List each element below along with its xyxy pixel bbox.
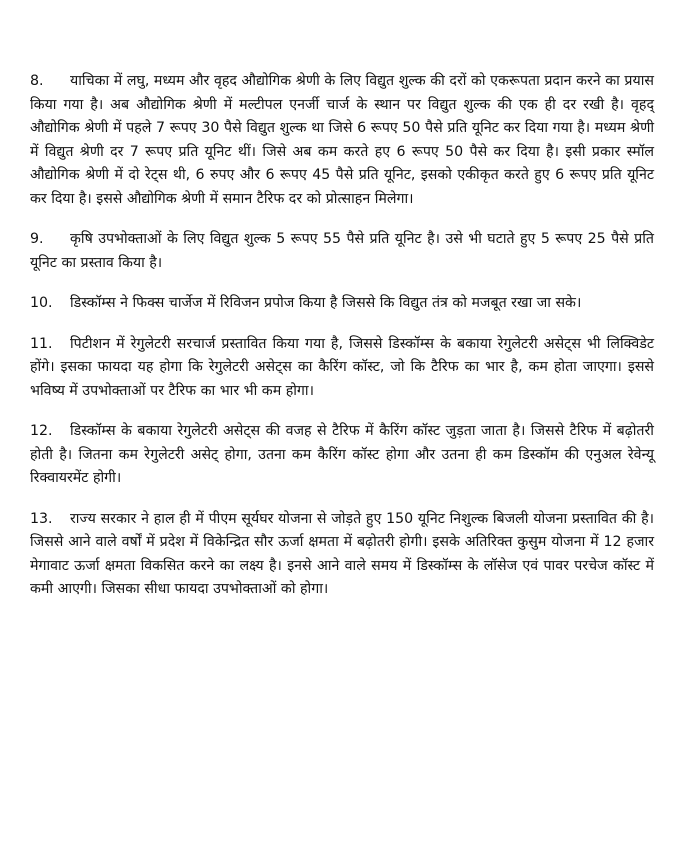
paragraph-number: 10. (30, 295, 53, 311)
paragraph-9 (30, 228, 654, 275)
paragraph-12 (30, 420, 654, 491)
paragraph-number: 12. (30, 423, 53, 439)
paragraph-text: डिस्कॉम्स ने फिक्स चार्जेज में रिविजन प्रपोज किया है जिससे कि विद्युत तंत्र को मजबूत रखा जा सके। (70, 295, 582, 311)
paragraph-number: 11. (30, 335, 53, 352)
paragraph-text: कृषि उपभोक्ताओं के लिए विद्युत शुल्क 5 रूपए 55 पैसे प्रति यूनिट है। उसे भी घटाते हुए 5 रूपए 25 पैसे प्रति यूनिट का प्रस्ताव किया है। (30, 231, 654, 271)
paragraph-text: डिस्कॉम्स के बकाया रेगुलेटरी असेट्स की वजह से टैरिफ में कैरिंग कॉस्ट जुड़ता जाता है। जिससे टैरिफ में बढ़ोतरी होती है। जितना कम रेगुलेटरी असेट् होगा, उतना कम कैरिंग कॉस्ट होगा और उतना ही कम डिस्कॉम की एनुअल रेवेन्यू रिक्वायरमेंट होगी। (30, 423, 654, 486)
paragraph-text: याचिका में लघु, मध्यम और वृहद औद्योगिक श्रेणी के लिए विद्युत शुल्क की दरों को एकरूपता प्रदान करने का प्रयास किया गया है। अब औद्योगिक श्रेणी में मल्टीपल एनर्जी चार्ज के स्थान पर विद्युत शुल्क की एक ही दर रखी है। वृहद् औद्योगिक श्रेणी में पहले 7 रूपए 30 पैसे विद्युत शुल्क था जिसे 6 रूपए 50 पैसे प्रति यूनिट कर दिया गया है। मध्यम श्रेणी में विद्युत श्रेणी दर 7 रूपए प्रति यूनिट थीं। जिसे अब कम करते हए 6 रूपए 50 पैसे कर दिया है। इसी प्रकार स्मॉल औद्योगिक श्रेणी में दो रेट्स थी, 6 रुपए और 6 रूपए 45 पैसे प्रति यूनिट, इसको एकीकृत करते हुए 6 रूपए प्रति यूनिट कर दिया है। इससे औद्योगिक श्रेणी में समान टैरिफ दर को प्रोत्साहन मिलेगा। (30, 73, 654, 207)
paragraph-number: 9. (30, 231, 44, 247)
paragraph-8 (30, 70, 654, 211)
paragraph-10 (30, 292, 654, 316)
document-page (30, 70, 654, 619)
paragraph-text: राज्य सरकार ने हाल ही में पीएम सूर्यघर योजना से जोड़ते हुए 150 यूनिट निशुल्क बिजली योजना प्रस्तावित की है। जिससे आने वाले वर्षों में प्रदेश में विकेन्द्रित सौर ऊर्जा क्षमता में बढ़ोतरी होगी। इसके अतिरिक्त कुसुम योजना में 12 हजार मेगावाट ऊर्जा क्षमता विकसित करने का लक्ष्य है। इनसे आने वाले समय में डिस्कॉम्स के लॉसेज एवं पावर परचेज कॉस्ट में कमी आएगी। जिसका सीधा फायदा उपभोक्ताओं को होगा। (30, 510, 654, 597)
paragraph-11 (30, 333, 654, 404)
paragraph-text: पिटीशन में रेगुलेटरी सरचार्ज प्रस्तावित किया गया है, जिससे डिस्कॉम्स के बकाया रेगुलेटरी असेट्स भी लिक्विडेट होंगे। इसका फायदा यह होगा कि रेगुलेटरी असेट्स का कैरिंग कॉस्ट, जो कि टैरिफ का भार है, कम होता जाएगा। इससे भविष्य में उपभोक्ताओं पर टैरिफ का भार भी कम होगा। (30, 335, 654, 399)
paragraph-number: 8. (30, 73, 44, 89)
paragraph-13 (30, 508, 654, 602)
paragraph-number: 13. (30, 510, 53, 527)
